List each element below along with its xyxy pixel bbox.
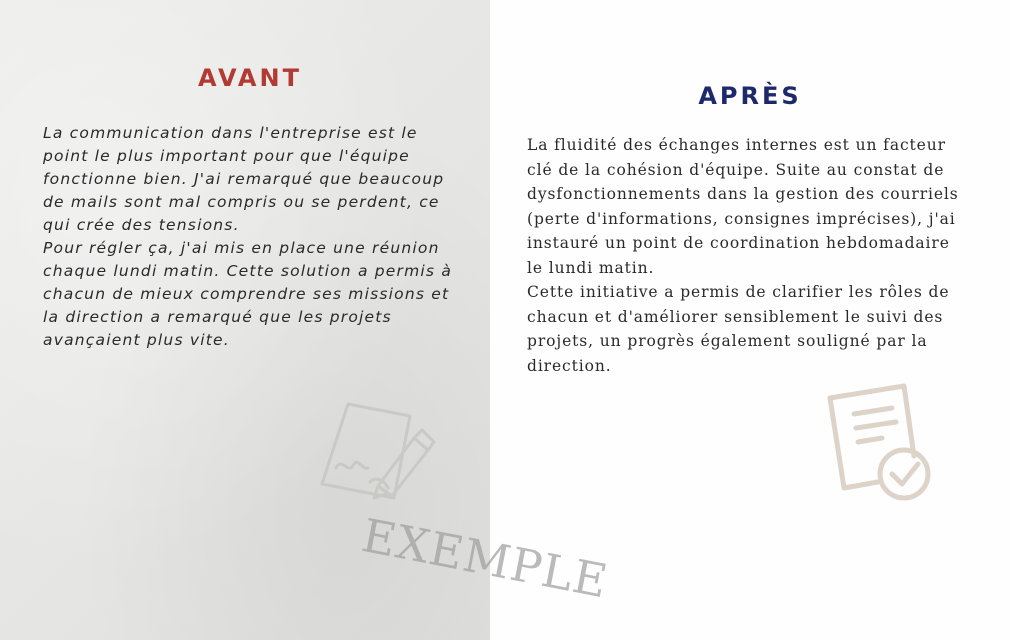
checked-document-icon <box>820 378 940 508</box>
avant-text <box>43 122 463 352</box>
watermark-text: EXEMPLE <box>357 508 613 609</box>
signing-document-icon <box>318 398 438 508</box>
apres-paragraph: Cette initiative a permis de clarifier les rôles de chacun et d'améliorer sensiblement le suivi des projets, un progrès également souligné par la direction. <box>527 283 950 375</box>
avant-paragraph: Pour régler ça, j'ai mis en place une réunion chaque lundi matin. Cette solution a permis à chacun de mieux comprendre ses missions et la direction a remarqué que les projets avançaient plus vite. <box>43 239 453 349</box>
avant-paragraph: La communication dans l'entreprise est le point le plus important pour que l'équipe fonctionne bien. J'ai remarqué que beaucoup de mails sont mal compris ou se perdent, ce qui crée des tensions. <box>43 124 445 234</box>
avant-heading: AVANT <box>198 64 302 92</box>
apres-text <box>527 133 967 378</box>
apres-heading: APRÈS <box>698 82 802 110</box>
apres-paragraph: La fluidité des échanges internes est un facteur clé de la cohésion d'équipe. Suite au constat de dysfonctionnements dans la gestion des courriels (perte d'informations, consignes imprécises), j'ai instauré un point de coordination hebdomadaire le lundi matin. <box>527 136 959 277</box>
